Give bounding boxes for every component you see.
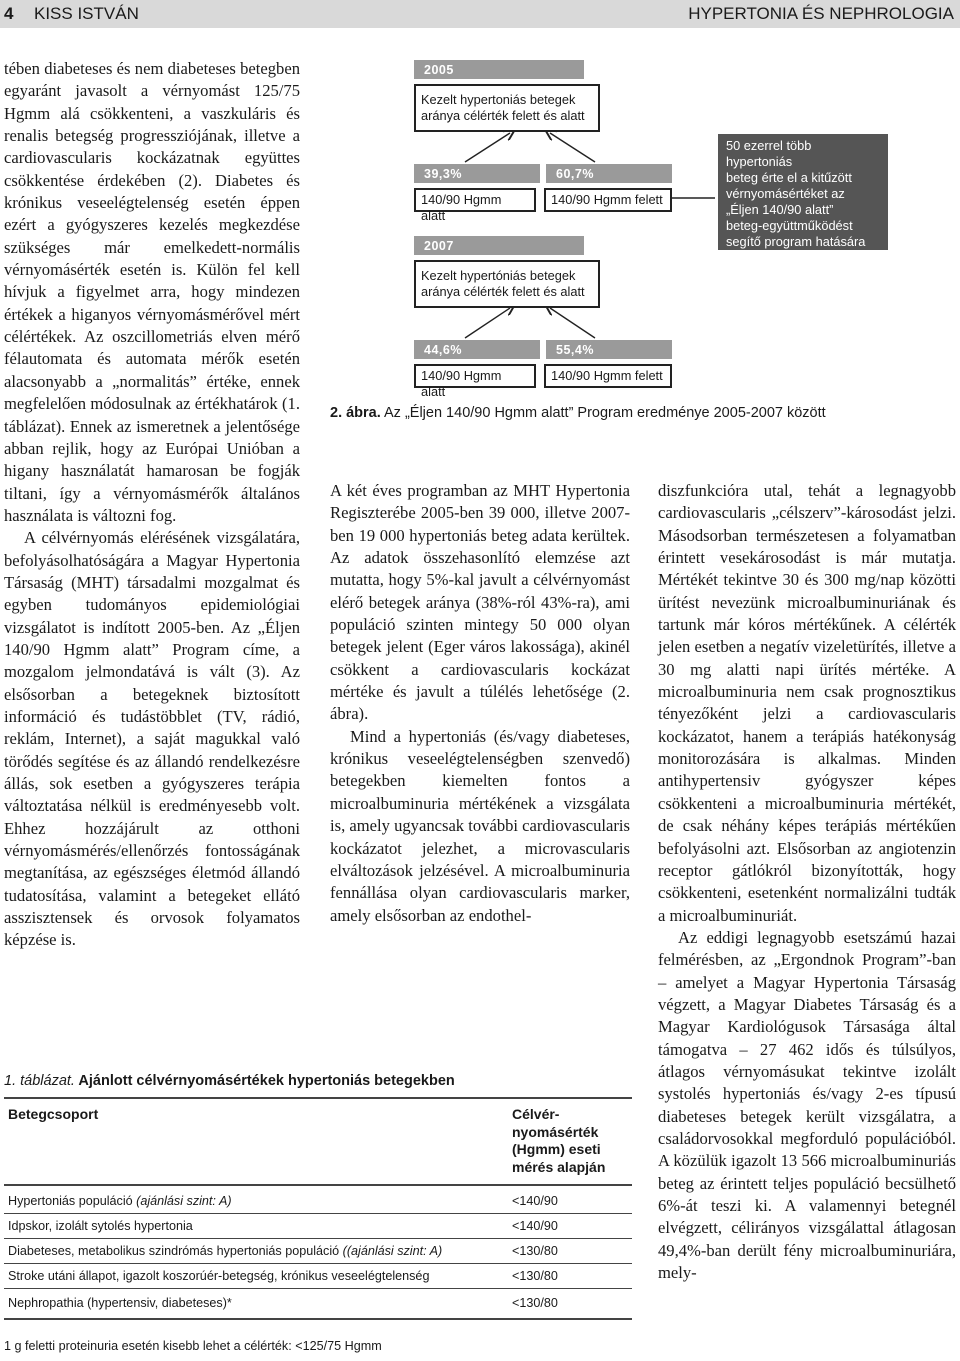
year-2007-label: 2007 <box>414 236 584 255</box>
title-2005-line1: Kezelt hypertoniás betegek <box>421 92 576 107</box>
table-caption <box>4 1073 455 1089</box>
row-rule <box>4 1238 632 1239</box>
header-line: nyomásérték <box>512 1123 599 1140</box>
row-rule <box>4 1263 632 1264</box>
header-line: mérés alapján <box>512 1158 606 1175</box>
text-column-1 <box>4 58 300 952</box>
paragraph: A két éves programban az MHT Hypertonia Regiszterébe 2005-ben 39 000, illetve 2007-ben 19 000 hypertoniás beteg adata kerültek. Az adatok összehasonlító elemzése azt mutatta, hogy 5%-kal javult a célvérnyomást elérő betegek aránya (38%-ról 43%-ra), ami populáció szinten mintegy 50 000 olyan betegek jelent (Eger város lakossága), akinél csökkent a cardiovascularis kockázat mértéke és javult a túlélés lehetősége (2. ábra). <box>330 481 630 724</box>
arrow-2007-above <box>550 308 595 338</box>
row-value: <130/80 <box>512 1269 558 1283</box>
row-value: <140/90 <box>512 1219 558 1233</box>
pct-2005-above: 60,7% <box>546 164 672 183</box>
row-value: <140/90 <box>512 1194 558 1208</box>
row-group: Idpskor, izolált sytolés hypertonia <box>8 1219 193 1233</box>
above-2007-box: 140/90 Hgmm felett <box>544 364 672 388</box>
callout-line: 50 ezerrel több hypertoniás <box>726 138 812 169</box>
page-number: 4 <box>4 4 14 23</box>
callout-line: „Éljen 140/90 alatt” <box>726 202 834 217</box>
below-2007-box: 140/90 Hgmm alatt <box>414 364 536 388</box>
title-2005-box <box>414 84 600 132</box>
title-2007-box <box>414 260 600 308</box>
figure-caption-label: 2. ábra. <box>330 405 381 421</box>
callout-line: beteg érte el a kitűzött <box>726 170 852 185</box>
row-group: Hypertoniás populáció (ajánlási szint: A) <box>8 1194 232 1208</box>
arrow-2005-below <box>465 133 510 162</box>
row-group: Nephropathia (hypertensiv, diabeteses)* <box>8 1296 232 1310</box>
row-value: <130/80 <box>512 1244 558 1258</box>
paragraph: A célvérnyomás elérésének vizsgálatára, befolyásolhatóságára a Magyar Hypertonia Társaság (MHT) társadalmi mozgalmat és egyben tudományos epidemiológiai vizsgálatot is indított 2005-ben. Az „Éljen 140/90 Hgmm alatt” Program címe, a mozgalom jelmondatává is vált (3). Az elsősorban a betegeknek biztosított információ és tudástöbblet (TV, rádió, reklám, Internet), a saját magukkal való törődés segítése és az állandó rendelkezésre állás, sok esetben a gyógyszeres terápia változtatása nélkül is eredményesebb volt. Ehhez hozzájárult az otthoni vérnyomásmérés/ellenőrzés fontosságának megtanítása, az egészséges életmód állandó tudatosítása, valamint a betegeket ellátó asszisztensek és orvosok folyamatos képzése is. <box>4 528 300 950</box>
callout-line: beteg-együttműködést <box>726 218 853 233</box>
pct-2007-above: 55,4% <box>546 340 672 359</box>
figure-caption-text: Az „Éljen 140/90 Hgmm alatt” Program eredménye 2005-2007 között <box>380 405 826 421</box>
title-2007-line2: aránya célérték felett és alatt <box>421 284 585 299</box>
callout-line: segítő program hatására <box>726 234 866 249</box>
row-group: Stroke utáni állapot, igazolt koszorúér-betegség, krónikus veseelégtelenség <box>8 1269 430 1283</box>
year-2005-label: 2005 <box>414 60 584 79</box>
pct-2005-below: 39,3% <box>414 164 540 183</box>
pct-2007-below: 44,6% <box>414 340 540 359</box>
table-top-rule <box>4 1097 632 1099</box>
header-line: (Hgmm) eseti <box>512 1141 601 1157</box>
paragraph: tében diabeteses és nem diabeteses betegben egyaránt javasolt a vérnyomást 125/75 Hgmm alá csökkenteni, a vaszkuláris és renalis betegség progressziójának, illetve a cardiovascularis kockázatnak együttes csökkentése érdekében (2). Diabetes és krónikus veseelégtelenség esetén éppen ezért a gyógyszeres kezelés megkezdése szükséges már emelkedett-normális vérnyomásérték esetén is. Külön fel kell hívjuk a figyelmet arra, hogy mindezen értékek a higanyos vérnyomásmérővel mért célértékek. Az oszcillometriás elven mérő félautomata és automata mérők esetén alacsonyabb a „normalitás” értéke, ennek megfelelően módosulnak az értékhatárok (1. táblázat). Ennek az ismeretnek a jelentősége abban rejlik, hogy az Európai Unióban a higany használatát hamarosan be fogják tiltani, így a vérnyomásmérők általános használata is változni fog. <box>4 59 300 525</box>
table-caption-text: Ajánlott célvérnyomásértékek hypertoniás betegekben <box>74 1073 455 1089</box>
header-line: Célvér- <box>512 1106 560 1122</box>
arrow-2007-below <box>465 308 510 338</box>
text-column-2 <box>330 480 630 927</box>
callout-line: 18 hónap alatt <box>726 250 808 265</box>
table-header-target <box>512 1106 605 1176</box>
figure-caption <box>330 405 826 421</box>
table-caption-label: 1. táblázat. <box>4 1073 75 1089</box>
row-value: <130/80 <box>512 1296 558 1310</box>
title-2007-line1: Kezelt hypertóniás betegek <box>421 268 576 283</box>
callout-line: vérnyomásértéket az <box>726 186 845 201</box>
table-header-rule <box>4 1184 632 1186</box>
row-rule <box>4 1213 632 1214</box>
row-group: Diabeteses, metabolikus szindrómás hypertoniás populáció ((ajánlási szint: A) <box>8 1244 443 1258</box>
text-column-3 <box>658 480 956 1284</box>
callout-box <box>718 134 888 265</box>
table-footnote: 1 g feletti proteinuria esetén kisebb lehet a célérték: <125/75 Hgmm <box>4 1339 382 1353</box>
below-2005-box: 140/90 Hgmm alatt <box>414 188 536 212</box>
running-author: KISS ISTVÁN <box>34 4 139 23</box>
table-bottom-rule <box>4 1318 632 1320</box>
paragraph: Mind a hypertoniás (és/vagy diabeteses, krónikus veseelégtelenségben szenvedő) betegekben kiemelten fontos a microalbuminuria mértékének a vizsgálata is, amely ugyancsak további cardiovascularis kockázatot jelezhet, a microvascularis elváltozások jelzésével. A microalbuminuria fennállása olyan cardiovascularis marker, amely elsősorban az endothel- <box>330 726 630 925</box>
row-rule <box>4 1288 632 1289</box>
above-2005-box: 140/90 Hgmm felett <box>544 188 672 212</box>
paragraph: diszfunkcióra utal, tehát a legnagyobb cardiovascularis „célszerv”-károsodást jelzi. Másodsorban természetesen a folyamatban érintett vesekárosodást is már mutatja. Mértékét tekintve 30 és 300 mg/nap közötti ürítést nevezünk microalbuminuriának és tartunk már kóros mértékűnek. A célérték jelen esetben a negatív vizeletürítés, illetve a 30 mg alatti napi ürítés mértéke. A microalbuminuria nem csak prognosztikus tényezőként jelzi a cardiovascularis kockázatot, hanem a terápiás hatékonyság monitorozására is alkalmas. Minden antihypertensiv gyógyszer képes csökkenteni a microalbuminuria mértékét, de csak néhány képes terápiás mértékűen befolyásolni azt. Elsősorban az angiotenzin receptor gátlókról bizonyították, hogy csökkenteni, esetenként normalizálni tudták a microalbuminuriát. <box>658 481 956 925</box>
arrow-2005-above <box>550 133 595 162</box>
title-2005-line2: aránya célérték felett és alatt <box>421 108 585 123</box>
paragraph: Az eddigi legnagyobb esetszámú hazai felmérésben, az „Ergondnok Program”-ban – amelyet a Magyar Hypertonia Társaság végzett, a Magyar Diabetes Társaság és a Magyar Kardiológusok Társasága által támogatva – 27 462 idős és túlsúlyos, átlagos vérnyomásukat tekintve izolált systolés hypertoniás és/vagy 2-es típusú diabeteses betegek került vizsgálatra, a családorvosokkal megforduló populációból. A közülük igazolt 13 566 microalbuminuriás beteg az érintett teljes populáció becsülhető 6%-át teszi ki. A valamennyi betegnél elvégzett, célirányos vizsgálattal átlagosan 49,4%-ban derült fény microalbuminuriára, mely- <box>658 927 956 1283</box>
running-journal-title: HYPERTONIA ÉS NEPHROLOGIA <box>688 4 954 23</box>
table-header-group: Betegcsoport <box>8 1106 99 1122</box>
